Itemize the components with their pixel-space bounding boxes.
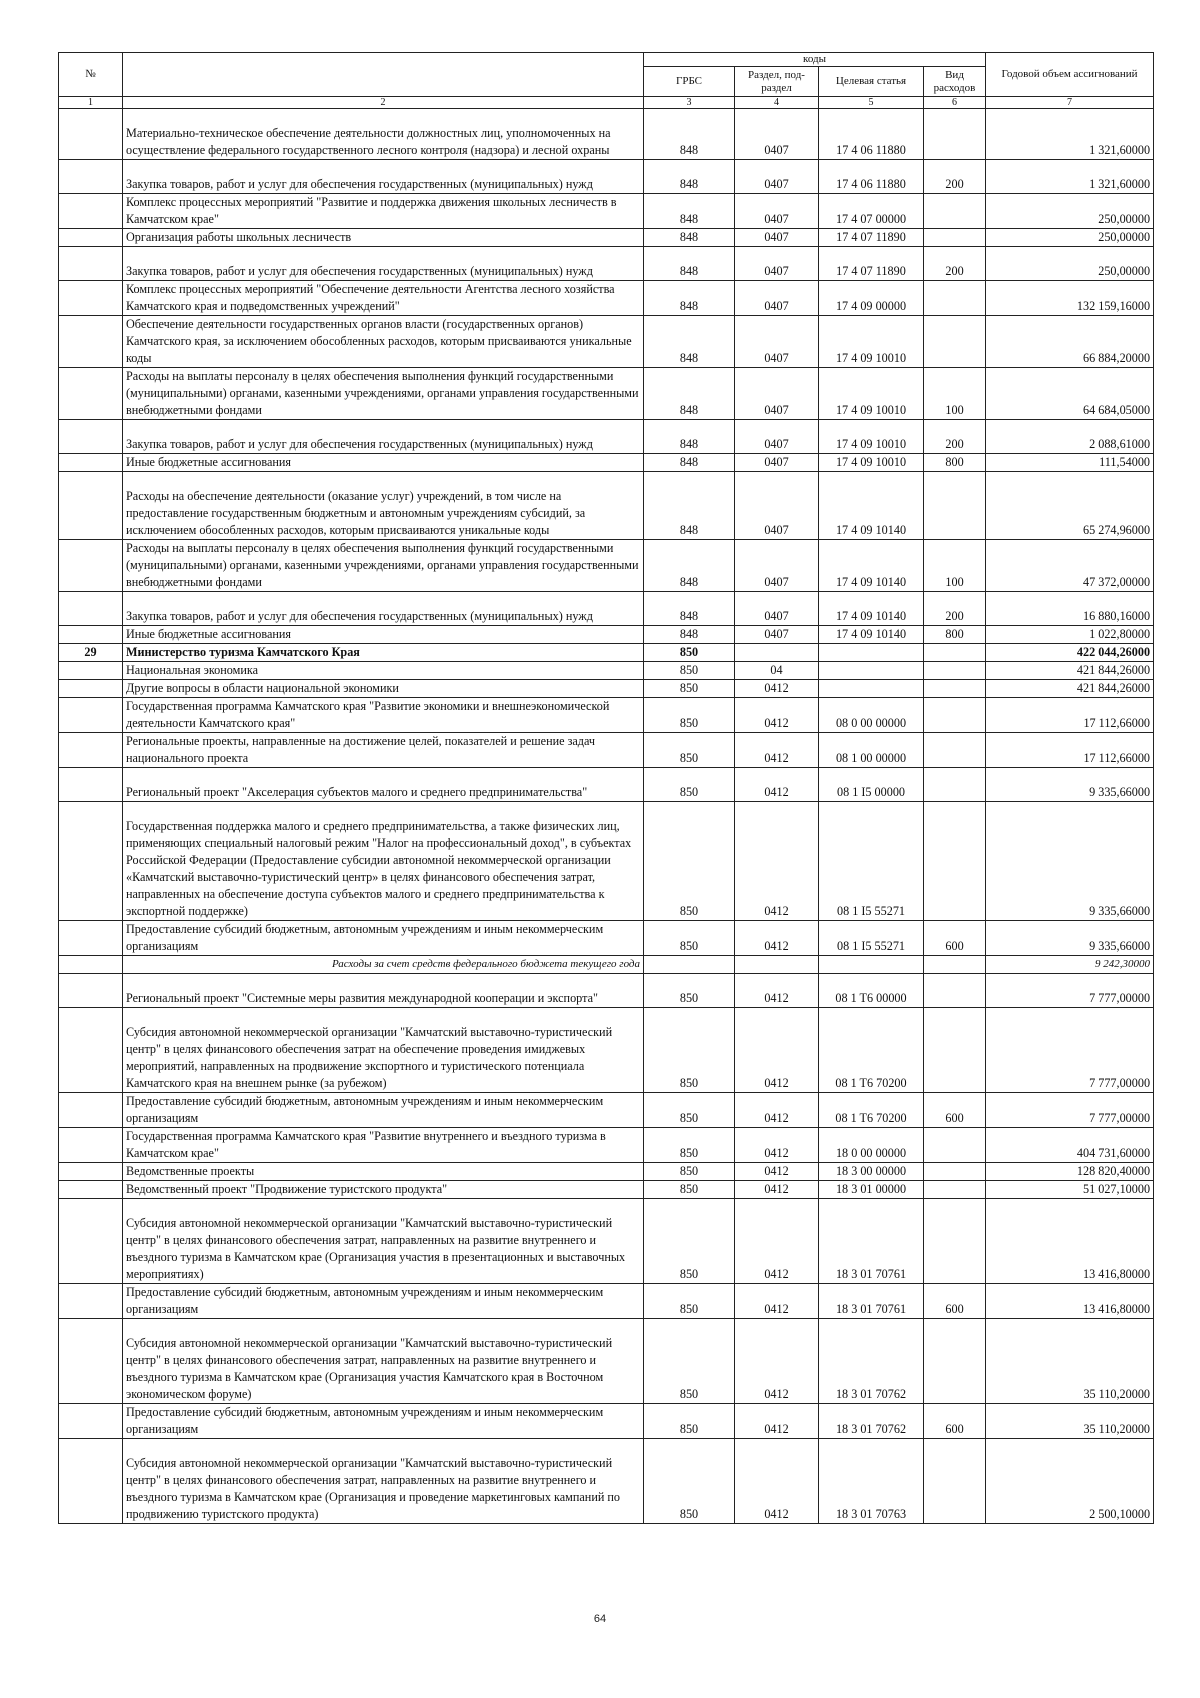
cell-expense-type: 100 (924, 540, 986, 592)
cell-grbs: 850 (644, 1128, 735, 1163)
header-col-number: 7 (986, 97, 1154, 109)
table-row (59, 1008, 1154, 1093)
table-row (59, 109, 1154, 160)
cell-expense-type (924, 109, 986, 160)
cell-amount: 16 880,16000 (986, 592, 1154, 626)
cell-expense-type (924, 281, 986, 316)
cell-target: 18 0 00 00000 (819, 1128, 924, 1163)
cell-grbs: 848 (644, 281, 735, 316)
table-row (59, 160, 1154, 194)
cell-amount: 132 159,16000 (986, 281, 1154, 316)
cell-amount: 2 500,10000 (986, 1439, 1154, 1524)
cell-grbs: 848 (644, 420, 735, 454)
cell-amount: 250,00000 (986, 229, 1154, 247)
cell-name: Субсидия автономной некоммерческой организации "Камчатский выставочно-туристический центр" в целях финансового обеспечения затрат, направленных на развитие внутреннего и въездного туризма в Камчатском крае (Организация участия Камчатского края в Восточном экономическом форуме) (123, 1319, 644, 1404)
cell-section: 04 (735, 662, 819, 680)
cell-target: 17 4 09 10010 (819, 454, 924, 472)
cell-section: 0407 (735, 109, 819, 160)
cell-target (819, 644, 924, 662)
cell-amount: 35 110,20000 (986, 1404, 1154, 1439)
table-row (59, 420, 1154, 454)
cell-expense-type (924, 194, 986, 229)
cell-grbs: 848 (644, 229, 735, 247)
cell-name: Закупка товаров, работ и услуг для обеспечения государственных (муниципальных) нужд (123, 592, 644, 626)
cell-amount: 9 242,30000 (986, 956, 1154, 974)
table-row (59, 194, 1154, 229)
table-row (59, 921, 1154, 956)
cell-target: 08 1 I5 55271 (819, 921, 924, 956)
cell-expense-type: 600 (924, 921, 986, 956)
table-row (59, 662, 1154, 680)
cell-name: Закупка товаров, работ и услуг для обеспечения государственных (муниципальных) нужд (123, 247, 644, 281)
cell-no (59, 733, 123, 768)
cell-amount: 128 820,40000 (986, 1163, 1154, 1181)
cell-grbs: 850 (644, 768, 735, 802)
cell-grbs: 848 (644, 472, 735, 540)
cell-section: 0412 (735, 1128, 819, 1163)
cell-expense-type: 600 (924, 1093, 986, 1128)
cell-no (59, 281, 123, 316)
cell-section: 0412 (735, 1284, 819, 1319)
cell-section: 0407 (735, 160, 819, 194)
cell-target: 17 4 09 10140 (819, 626, 924, 644)
cell-amount: 7 777,00000 (986, 1008, 1154, 1093)
cell-name: Обеспечение деятельности государственных органов власти (государственных органов) Камчатского края, за исключением обособленных расходов, которым присваиваются уникальные коды (123, 316, 644, 368)
header-col-number: 5 (819, 97, 924, 109)
cell-target: 17 4 07 11890 (819, 247, 924, 281)
cell-amount: 421 844,26000 (986, 662, 1154, 680)
cell-amount: 65 274,96000 (986, 472, 1154, 540)
cell-expense-type (924, 698, 986, 733)
cell-name: Региональный проект "Акселерация субъектов малого и среднего предпринимательства" (123, 768, 644, 802)
cell-amount: 13 416,80000 (986, 1199, 1154, 1284)
cell-name: Министерство туризма Камчатского Края (123, 644, 644, 662)
cell-amount: 7 777,00000 (986, 974, 1154, 1008)
table-row (59, 802, 1154, 921)
cell-no (59, 698, 123, 733)
cell-target: 18 3 01 70761 (819, 1284, 924, 1319)
cell-grbs: 850 (644, 1319, 735, 1404)
table-row (59, 1199, 1154, 1284)
cell-name: Комплекс процессных мероприятий "Обеспечение деятельности Агентства лесного хозяйства Камчатского края и подведомственных учреждений" (123, 281, 644, 316)
cell-name: Комплекс процессных мероприятий "Развитие и поддержка движения школьных лесничеств в Камчатском крае" (123, 194, 644, 229)
cell-section: 0407 (735, 247, 819, 281)
cell-target: 08 1 T6 00000 (819, 974, 924, 1008)
cell-name: Предоставление субсидий бюджетным, автономным учреждениям и иным некоммерческим организациям (123, 1404, 644, 1439)
cell-name: Расходы на выплаты персоналу в целях обеспечения выполнения функций государственными (муниципальными) органами, казенными учреждениями, органами управления государственными внебюджетными фондами (123, 540, 644, 592)
cell-amount: 17 112,66000 (986, 698, 1154, 733)
cell-name: Государственная поддержка малого и среднего предпринимательства, а также физических лиц, применяющих специальный налоговый режим "Налог на профессиональный доход", в субъектах Российской Федерации (Предоставление субсидии автономной некоммерческой организации «Камчатский выставочно-туристический центр» в целях финансового обеспечения затрат, направленных на обеспечение доступа субъектов малого и среднего предпринимательства к экспортной поддержке) (123, 802, 644, 921)
cell-name: Предоставление субсидий бюджетным, автономным учреждениям и иным некоммерческим организациям (123, 1093, 644, 1128)
header-col-number: 4 (735, 97, 819, 109)
cell-grbs: 850 (644, 1199, 735, 1284)
cell-section: 0412 (735, 1181, 819, 1199)
cell-section: 0407 (735, 194, 819, 229)
cell-grbs: 850 (644, 921, 735, 956)
cell-target: 08 1 T6 70200 (819, 1093, 924, 1128)
cell-name: Организация работы школьных лесничеств (123, 229, 644, 247)
cell-expense-type (924, 1181, 986, 1199)
table-row (59, 680, 1154, 698)
cell-expense-type: 600 (924, 1404, 986, 1439)
cell-no (59, 1128, 123, 1163)
cell-no (59, 802, 123, 921)
cell-name: Предоставление субсидий бюджетным, автономным учреждениям и иным некоммерческим организациям (123, 921, 644, 956)
page-number: 64 (593, 1613, 607, 1625)
cell-name: Закупка товаров, работ и услуг для обеспечения государственных (муниципальных) нужд (123, 420, 644, 454)
cell-expense-type (924, 229, 986, 247)
table-row (59, 956, 1154, 974)
cell-grbs: 850 (644, 662, 735, 680)
cell-target (819, 662, 924, 680)
table-body (59, 109, 1154, 1524)
table-row (59, 472, 1154, 540)
cell-name: Государственная программа Камчатского края "Развитие экономики и внешнеэкономической деятельности Камчатского края" (123, 698, 644, 733)
table-row (59, 247, 1154, 281)
cell-name: Расходы на обеспечение деятельности (оказание услуг) учреждений, в том числе на предоставление государственным бюджетным и автономным учреждениям субсидий, за исключением обособленных расходов, которым присваиваются уникальные коды (123, 472, 644, 540)
budget-table (58, 52, 1154, 1524)
cell-amount: 66 884,20000 (986, 316, 1154, 368)
cell-expense-type: 100 (924, 368, 986, 420)
cell-no (59, 1008, 123, 1093)
table-row (59, 1319, 1154, 1404)
table-row (59, 974, 1154, 1008)
cell-expense-type (924, 733, 986, 768)
header-grbs: ГРБС (644, 67, 735, 97)
cell-section: 0407 (735, 316, 819, 368)
cell-no (59, 194, 123, 229)
cell-expense-type (924, 680, 986, 698)
cell-expense-type (924, 662, 986, 680)
cell-amount: 1 022,80000 (986, 626, 1154, 644)
cell-grbs: 850 (644, 1008, 735, 1093)
cell-expense-type: 800 (924, 626, 986, 644)
table-row (59, 540, 1154, 592)
cell-section: 0407 (735, 229, 819, 247)
cell-section: 0412 (735, 1008, 819, 1093)
cell-amount: 9 335,66000 (986, 802, 1154, 921)
cell-section: 0412 (735, 768, 819, 802)
cell-name: Другие вопросы в области национальной экономики (123, 680, 644, 698)
cell-amount: 422 044,26000 (986, 644, 1154, 662)
cell-no (59, 921, 123, 956)
header-col-number: 6 (924, 97, 986, 109)
cell-no (59, 1093, 123, 1128)
cell-amount: 1 321,60000 (986, 109, 1154, 160)
cell-section: 0407 (735, 281, 819, 316)
cell-amount: 7 777,00000 (986, 1093, 1154, 1128)
cell-section: 0407 (735, 592, 819, 626)
cell-expense-type: 800 (924, 454, 986, 472)
cell-no (59, 472, 123, 540)
cell-name: Ведомственный проект "Продвижение туристского продукта" (123, 1181, 644, 1199)
cell-expense-type: 200 (924, 160, 986, 194)
cell-grbs: 850 (644, 698, 735, 733)
cell-no (59, 626, 123, 644)
cell-target: 17 4 06 11880 (819, 109, 924, 160)
cell-target: 17 4 07 00000 (819, 194, 924, 229)
cell-target: 17 4 09 10140 (819, 472, 924, 540)
cell-no (59, 247, 123, 281)
cell-amount: 35 110,20000 (986, 1319, 1154, 1404)
cell-section: 0412 (735, 1319, 819, 1404)
cell-name: Региональные проекты, направленные на достижение целей, показателей и решение задач национального проекта (123, 733, 644, 768)
cell-no (59, 1181, 123, 1199)
cell-no (59, 1199, 123, 1284)
cell-section: 0412 (735, 733, 819, 768)
header-annual: Годовой объем ассигнований (986, 53, 1154, 97)
cell-no (59, 316, 123, 368)
cell-grbs: 848 (644, 109, 735, 160)
cell-section: 0412 (735, 1163, 819, 1181)
cell-no (59, 1284, 123, 1319)
cell-no (59, 160, 123, 194)
cell-target (819, 956, 924, 974)
cell-target (819, 680, 924, 698)
table-row (59, 1093, 1154, 1128)
cell-name: Субсидия автономной некоммерческой организации "Камчатский выставочно-туристический центр" в целях финансового обеспечения затрат, направленных на развитие внутреннего и въездного туризма в Камчатском крае (Организация и проведение маркетинговых кампаний по продвижению туристского продукта) (123, 1439, 644, 1524)
cell-name: Предоставление субсидий бюджетным, автономным учреждениям и иным некоммерческим организациям (123, 1284, 644, 1319)
table-row (59, 1128, 1154, 1163)
table-row (59, 1439, 1154, 1524)
table-row (59, 1404, 1154, 1439)
cell-expense-type (924, 974, 986, 1008)
cell-amount: 250,00000 (986, 247, 1154, 281)
cell-expense-type (924, 802, 986, 921)
header-col-number: 2 (123, 97, 644, 109)
cell-grbs: 850 (644, 1181, 735, 1199)
cell-amount: 2 088,61000 (986, 420, 1154, 454)
cell-expense-type (924, 956, 986, 974)
cell-expense-type (924, 768, 986, 802)
cell-name: Иные бюджетные ассигнования (123, 454, 644, 472)
cell-amount: 1 321,60000 (986, 160, 1154, 194)
cell-section: 0412 (735, 698, 819, 733)
cell-amount: 421 844,26000 (986, 680, 1154, 698)
cell-no (59, 109, 123, 160)
cell-name: Ведомственные проекты (123, 1163, 644, 1181)
cell-target: 18 3 01 70762 (819, 1404, 924, 1439)
cell-expense-type (924, 1319, 986, 1404)
table-row (59, 1284, 1154, 1319)
cell-section: 0407 (735, 472, 819, 540)
cell-target: 17 4 09 00000 (819, 281, 924, 316)
cell-no (59, 454, 123, 472)
cell-target: 08 0 00 00000 (819, 698, 924, 733)
cell-target: 18 3 01 70761 (819, 1199, 924, 1284)
cell-amount: 64 684,05000 (986, 368, 1154, 420)
cell-section: 0407 (735, 540, 819, 592)
cell-target: 08 1 T6 70200 (819, 1008, 924, 1093)
cell-grbs: 850 (644, 1284, 735, 1319)
cell-section: 0412 (735, 1199, 819, 1284)
cell-expense-type (924, 1008, 986, 1093)
cell-expense-type (924, 1439, 986, 1524)
cell-section (735, 956, 819, 974)
cell-amount: 51 027,10000 (986, 1181, 1154, 1199)
table-row (59, 368, 1154, 420)
table-row (59, 229, 1154, 247)
cell-name: Иные бюджетные ассигнования (123, 626, 644, 644)
table-header (59, 53, 1154, 109)
cell-target: 18 3 01 00000 (819, 1181, 924, 1199)
cell-grbs: 848 (644, 194, 735, 229)
cell-no (59, 592, 123, 626)
cell-no (59, 1404, 123, 1439)
table-row (59, 644, 1154, 662)
cell-grbs: 850 (644, 1163, 735, 1181)
cell-expense-type (924, 644, 986, 662)
cell-name: Расходы на выплаты персоналу в целях обеспечения выполнения функций государственными (муниципальными) органами, казенными учреждениями, органами управления государственными внебюджетными фондами (123, 368, 644, 420)
cell-expense-type (924, 472, 986, 540)
cell-target: 17 4 09 10140 (819, 540, 924, 592)
cell-section (735, 644, 819, 662)
cell-no (59, 662, 123, 680)
cell-target: 17 4 07 11890 (819, 229, 924, 247)
cell-grbs: 848 (644, 626, 735, 644)
cell-no (59, 368, 123, 420)
cell-section: 0412 (735, 921, 819, 956)
cell-amount: 47 372,00000 (986, 540, 1154, 592)
cell-target: 08 1 I5 55271 (819, 802, 924, 921)
cell-amount: 13 416,80000 (986, 1284, 1154, 1319)
header-column-numbers (59, 97, 1154, 109)
table-row (59, 592, 1154, 626)
cell-target: 17 4 09 10010 (819, 420, 924, 454)
cell-grbs: 848 (644, 454, 735, 472)
cell-grbs: 850 (644, 1439, 735, 1524)
cell-grbs: 848 (644, 368, 735, 420)
cell-expense-type (924, 1199, 986, 1284)
cell-no (59, 974, 123, 1008)
header-col-number: 1 (59, 97, 123, 109)
cell-target: 18 3 01 70763 (819, 1439, 924, 1524)
table-row (59, 626, 1154, 644)
cell-target: 08 1 I5 00000 (819, 768, 924, 802)
cell-grbs: 850 (644, 733, 735, 768)
cell-section: 0412 (735, 1093, 819, 1128)
cell-expense-type (924, 1163, 986, 1181)
cell-section: 0407 (735, 454, 819, 472)
cell-name: Национальная экономика (123, 662, 644, 680)
cell-grbs (644, 956, 735, 974)
cell-grbs: 848 (644, 160, 735, 194)
cell-no (59, 768, 123, 802)
cell-grbs: 848 (644, 316, 735, 368)
cell-grbs: 850 (644, 644, 735, 662)
cell-grbs: 848 (644, 592, 735, 626)
cell-name: Расходы за счет средств федерального бюджета текущего года (123, 956, 644, 974)
cell-target: 08 1 00 00000 (819, 733, 924, 768)
cell-expense-type (924, 1128, 986, 1163)
cell-target: 17 4 09 10010 (819, 316, 924, 368)
cell-no (59, 540, 123, 592)
table-row (59, 733, 1154, 768)
cell-name: Региональный проект "Системные меры развития международной кооперации и экспорта" (123, 974, 644, 1008)
header-no: № (59, 53, 123, 97)
header-name (123, 53, 644, 97)
cell-amount: 17 112,66000 (986, 733, 1154, 768)
cell-grbs: 850 (644, 680, 735, 698)
cell-no (59, 1163, 123, 1181)
table-row (59, 281, 1154, 316)
cell-amount: 9 335,66000 (986, 921, 1154, 956)
cell-grbs: 848 (644, 247, 735, 281)
header-expense-type: Вид расходов (924, 67, 986, 97)
table-row (59, 768, 1154, 802)
cell-grbs: 850 (644, 974, 735, 1008)
cell-section: 0407 (735, 368, 819, 420)
cell-section: 0412 (735, 802, 819, 921)
cell-section: 0412 (735, 1404, 819, 1439)
table-row (59, 316, 1154, 368)
cell-no (59, 1319, 123, 1404)
cell-section: 0412 (735, 680, 819, 698)
cell-no (59, 420, 123, 454)
cell-section: 0412 (735, 974, 819, 1008)
cell-no (59, 680, 123, 698)
table-row (59, 454, 1154, 472)
cell-name: Закупка товаров, работ и услуг для обеспечения государственных (муниципальных) нужд (123, 160, 644, 194)
cell-name: Материально-техническое обеспечение деятельности должностных лиц, уполномоченных на осуществление федерального государственного лесного контроля (надзора) и лесной охраны (123, 109, 644, 160)
header-section: Раздел, под-раздел (735, 67, 819, 97)
document-page (58, 52, 1153, 1524)
cell-expense-type: 200 (924, 247, 986, 281)
cell-target: 17 4 09 10010 (819, 368, 924, 420)
cell-name: Субсидия автономной некоммерческой организации "Камчатский выставочно-туристический центр" в целях финансового обеспечения затрат на обеспечение проведения имиджевых мероприятий, направленных на продвижение экспортного и туристического потенциала Камчатского края на внешнем рынке (за рубежом) (123, 1008, 644, 1093)
cell-no (59, 956, 123, 974)
cell-amount: 111,54000 (986, 454, 1154, 472)
cell-no: 29 (59, 644, 123, 662)
cell-section: 0407 (735, 626, 819, 644)
cell-amount: 250,00000 (986, 194, 1154, 229)
cell-amount: 404 731,60000 (986, 1128, 1154, 1163)
cell-target: 17 4 06 11880 (819, 160, 924, 194)
cell-expense-type: 600 (924, 1284, 986, 1319)
table-row (59, 698, 1154, 733)
cell-no (59, 1439, 123, 1524)
cell-target: 17 4 09 10140 (819, 592, 924, 626)
cell-amount: 9 335,66000 (986, 768, 1154, 802)
cell-expense-type (924, 316, 986, 368)
cell-section: 0407 (735, 420, 819, 454)
cell-expense-type: 200 (924, 420, 986, 454)
cell-name: Государственная программа Камчатского края "Развитие внутреннего и въездного туризма в Камчатском крае" (123, 1128, 644, 1163)
cell-section: 0412 (735, 1439, 819, 1524)
header-codes-group: коды (644, 53, 986, 67)
header-col-number: 3 (644, 97, 735, 109)
cell-target: 18 3 01 70762 (819, 1319, 924, 1404)
table-row (59, 1181, 1154, 1199)
cell-no (59, 229, 123, 247)
table-row (59, 1163, 1154, 1181)
cell-expense-type: 200 (924, 592, 986, 626)
cell-grbs: 850 (644, 802, 735, 921)
cell-grbs: 850 (644, 1093, 735, 1128)
cell-target: 18 3 00 00000 (819, 1163, 924, 1181)
cell-grbs: 850 (644, 1404, 735, 1439)
cell-name: Субсидия автономной некоммерческой организации "Камчатский выставочно-туристический центр" в целях финансового обеспечения затрат, направленных на развитие внутреннего и въездного туризма в Камчатском крае (Организация участия в презентационных и выставочных мероприятиях) (123, 1199, 644, 1284)
header-target: Целевая статья (819, 67, 924, 97)
cell-grbs: 848 (644, 540, 735, 592)
